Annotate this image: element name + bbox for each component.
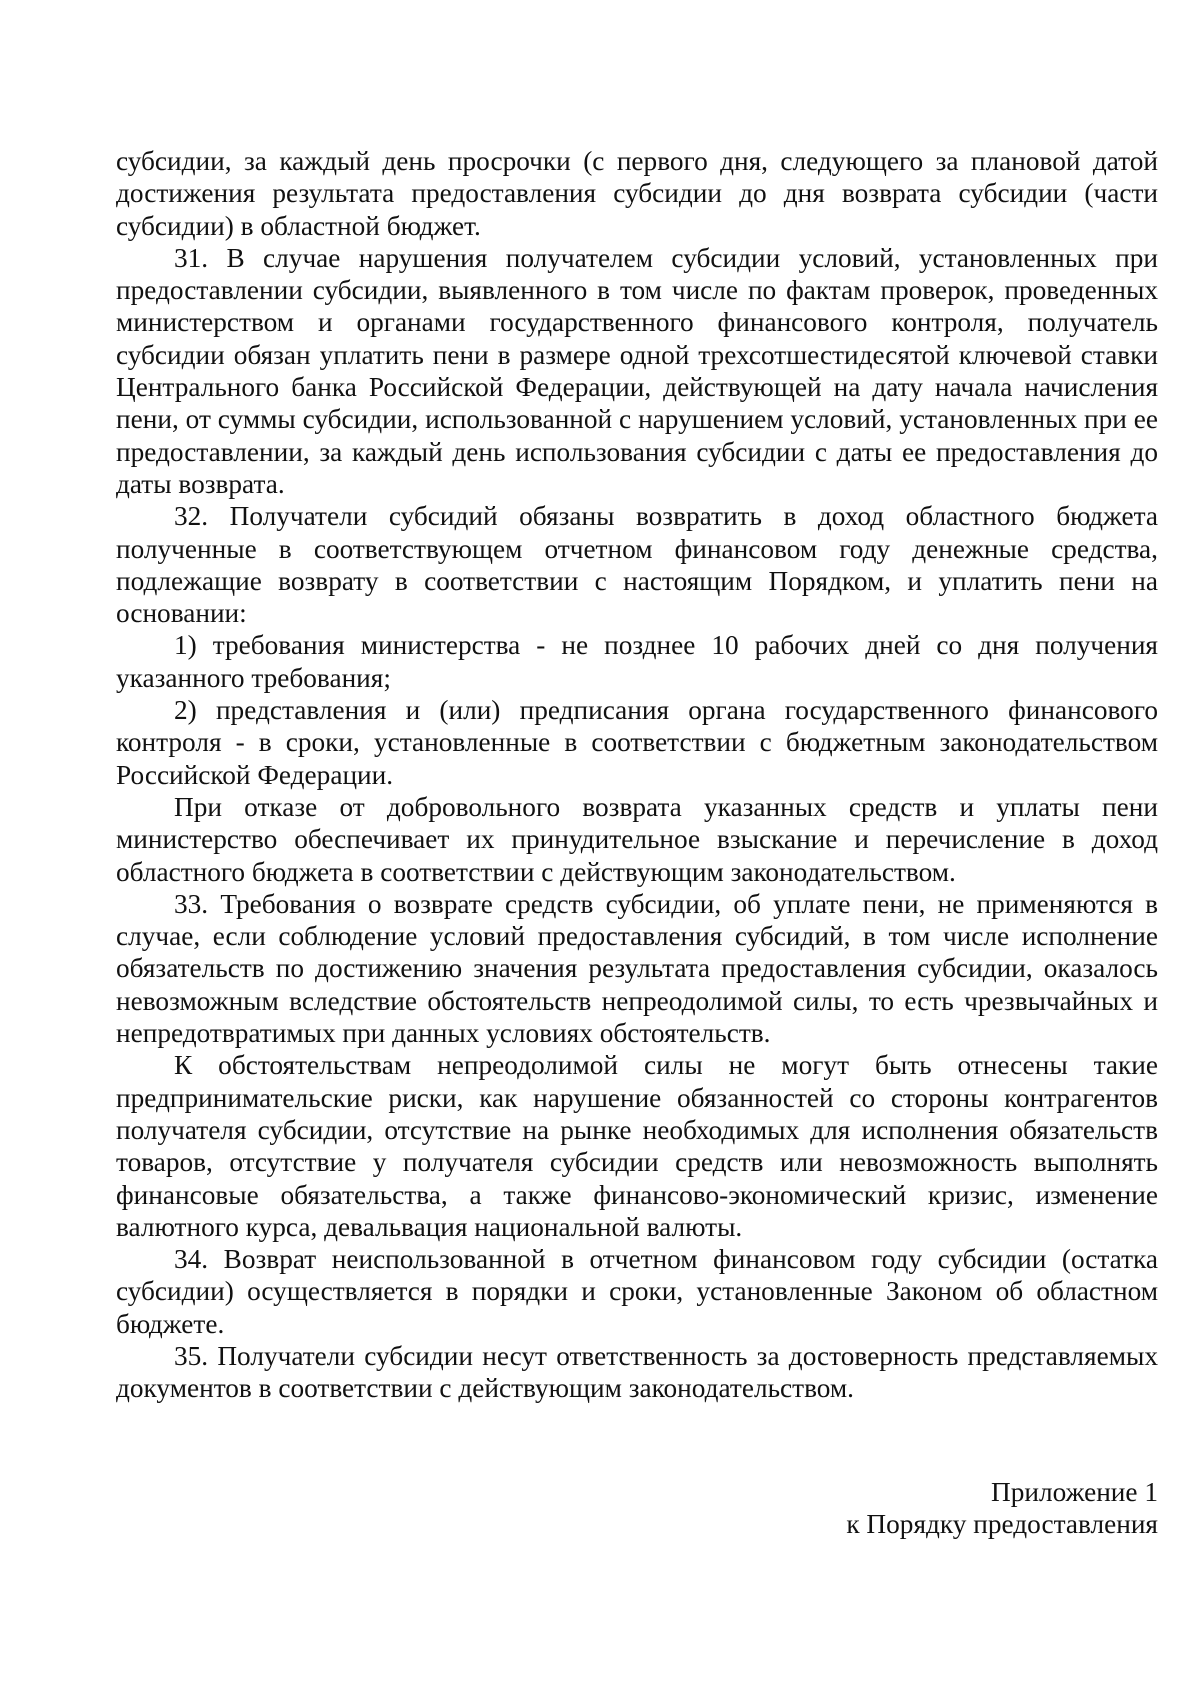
paragraph-force-majeure: К обстоятельствам непреодолимой силы не могут быть отнесены такие предпринимательские риски, как нарушение обязанностей со стороны контрагентов получателя субсидии, отсутствие на рынке необходимых для исполнения обязательств товаров, отсутствие у получателя субсидии средств или невозможность выполнять финансовые обязательства, а также финансово-экономический кризис, изменение валютного курса, девальвация национальной валюты.: [116, 1050, 1158, 1242]
paragraph-34: 34. Возврат неиспользованной в отчетном финансовом году субсидии (остатка субсидии) осуществляется в порядки и сроки, установленные Законом об областном бюджете.: [116, 1244, 1158, 1339]
paragraph-refusal: При отказе от добровольного возврата указанных средств и уплаты пени министерство обеспечивает их принудительное взыскание и перечисление в доход областного бюджета в соответствии с действующим законодательством.: [116, 791, 1158, 887]
appendix-title: Приложение 1: [991, 1477, 1158, 1507]
paragraph-32-item-1: 1) требования министерства - не позднее 10 рабочих дней со дня получения указанного требования;: [116, 630, 1158, 693]
paragraph-32: 32. Получатели субсидий обязаны возвратить в доход областного бюджета полученные в соответствующем отчетном финансовом году денежные средства, подлежащие возврату в соответствии с настоящим Порядком, и уплатить пени на основании:: [116, 501, 1158, 629]
paragraph-35: 35. Получатели субсидии несут ответственность за достоверность представляемых документов в соответствии с действующим законодательством.: [116, 1340, 1158, 1404]
paragraph-33: 33. Требования о возврате средств субсидии, об уплате пени, не применяются в случае, если соблюдение условий предоставления субсидий, в том числе исполнение обязательств по достижению значения результата предоставления субсидии, оказалось невозможным вследствие обстоятельств непреодолимой силы, то есть чрезвычайных и непредотвратимых при данных условиях обстоятельств.: [116, 888, 1158, 1049]
paragraph-32-item-2: 2) представления и (или) предписания органа государственного финансового контроля - в сроки, установленные в соответствии с бюджетным законодательством Российской Федерации.: [116, 695, 1158, 790]
paragraph-31: 31. В случае нарушения получателем субсидии условий, установленных при предоставлении субсидии, выявленного в том числе по фактам проверок, проведенных министерством и органами государственного финансового контроля, получатель субсидии обязан уплатить пени в размере одной трехсотшестидесятой ключевой ставки Центрального банка Российской Федерации, действующей на дату начала начисления пени, от суммы субсидии, использованной с нарушением условий, установленных при ее предоставлении, за каждый день использования субсидии с даты ее предоставления до даты возврата.: [116, 242, 1158, 499]
appendix-heading: [558, 1476, 1158, 1541]
document-body: [116, 145, 1158, 1405]
paragraph-continuation: субсидии, за каждый день просрочки (с первого дня, следующего за плановой датой достижения результата предоставления субсидии до дня возврата субсидии (части субсидии) в областной бюджет.: [116, 146, 1158, 241]
appendix-subtitle: к Порядку предоставления: [846, 1509, 1158, 1540]
